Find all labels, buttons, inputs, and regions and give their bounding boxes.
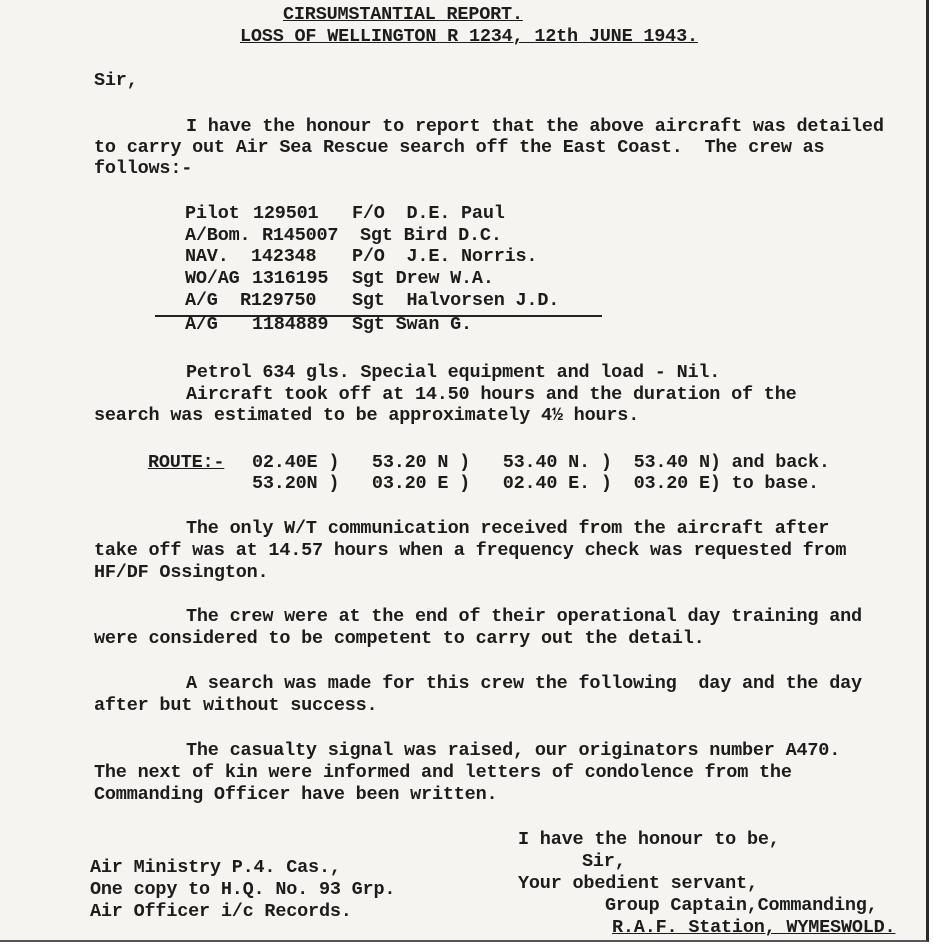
casualty-line: The casualty signal was raised, our originators number A470.: [186, 740, 841, 761]
crew-name: Sgt Halvorsen J.D.: [352, 290, 560, 311]
route-label: ROUTE:-: [148, 452, 225, 473]
casualty-line: Commanding Officer have been written.: [94, 784, 498, 805]
route-row: 02.40E ) 53.20 N ) 53.40 N. ) 53.40 N) and back.: [252, 452, 830, 473]
salutation: Sir,: [94, 70, 138, 91]
search-line: A search was made for this crew the following day and the day: [186, 673, 862, 694]
crew-role: NAV.: [185, 246, 229, 267]
crew-role: A/G: [185, 290, 218, 311]
crew-name: Sgt Drew W.A.: [352, 268, 494, 289]
wt-paragraph-line: HF/DF Ossington.: [94, 562, 269, 583]
route-row: 53.20N ) 03.20 E ) 02.40 E. ) 03.20 E) to base.: [252, 473, 819, 494]
distribution-line: One copy to H.Q. No. 93 Grp.: [90, 879, 396, 900]
report-subtitle: LOSS OF WELLINGTON R 1234, 12th JUNE 1943.: [240, 26, 698, 47]
closing-line: Your obedient servant,: [518, 873, 758, 894]
intro-line: I have the honour to report that the above aircraft was detailed: [186, 116, 884, 137]
petrol-line: Aircraft took off at 14.50 hours and the duration of the: [186, 384, 797, 405]
crew-state-line: The crew were at the end of their operational day training and: [186, 606, 862, 627]
crew-state-line: were considered to be competent to carry out the detail.: [94, 628, 705, 649]
crew-number: 1184889: [252, 314, 329, 335]
intro-line: to carry out Air Sea Rescue search off the East Coast. The crew as: [94, 137, 825, 158]
crew-name: Sgt Bird D.C.: [360, 225, 502, 246]
crew-role: A/G: [185, 314, 218, 335]
petrol-line: Petrol 634 gls. Special equipment and load - Nil.: [186, 362, 721, 383]
crew-number: 1316195: [252, 268, 329, 289]
distribution-line: Air Officer i/c Records.: [90, 901, 352, 922]
crew-number: 129501: [253, 203, 319, 224]
petrol-line: search was estimated to be approximately 4½ hours.: [94, 405, 640, 426]
closing-line: Sir,: [582, 851, 626, 872]
crew-role: Pilot: [185, 203, 240, 224]
crew-name: Sgt Swan G.: [352, 314, 472, 335]
report-title: CIRSUMSTANTIAL REPORT.: [283, 4, 523, 25]
crew-number: R129750: [240, 290, 317, 311]
station-name: R.A.F. Station, WYMESWOLD.: [612, 917, 896, 938]
distribution-line: Air Ministry P.4. Cas.,: [90, 857, 341, 878]
crew-name: P/O J.E. Norris.: [352, 246, 538, 267]
crew-role: A/Bom.: [185, 225, 251, 246]
intro-line: follows:-: [94, 158, 193, 179]
crew-number: 142348: [251, 246, 317, 267]
crew-name: F/O D.E. Paul: [352, 203, 505, 224]
closing-line: I have the honour to be,: [518, 829, 780, 850]
search-line: after but without success.: [94, 695, 378, 716]
casualty-line: The next of kin were informed and letters of condolence from the: [94, 762, 792, 783]
crew-role: WO/AG: [185, 268, 240, 289]
closing-line: Group Captain,Commanding,: [605, 895, 878, 916]
crew-number: R145007: [262, 225, 339, 246]
wt-paragraph-line: The only W/T communication received from the aircraft after: [186, 518, 830, 539]
wt-paragraph-line: take off was at 14.57 hours when a frequency check was requested from: [94, 540, 847, 561]
